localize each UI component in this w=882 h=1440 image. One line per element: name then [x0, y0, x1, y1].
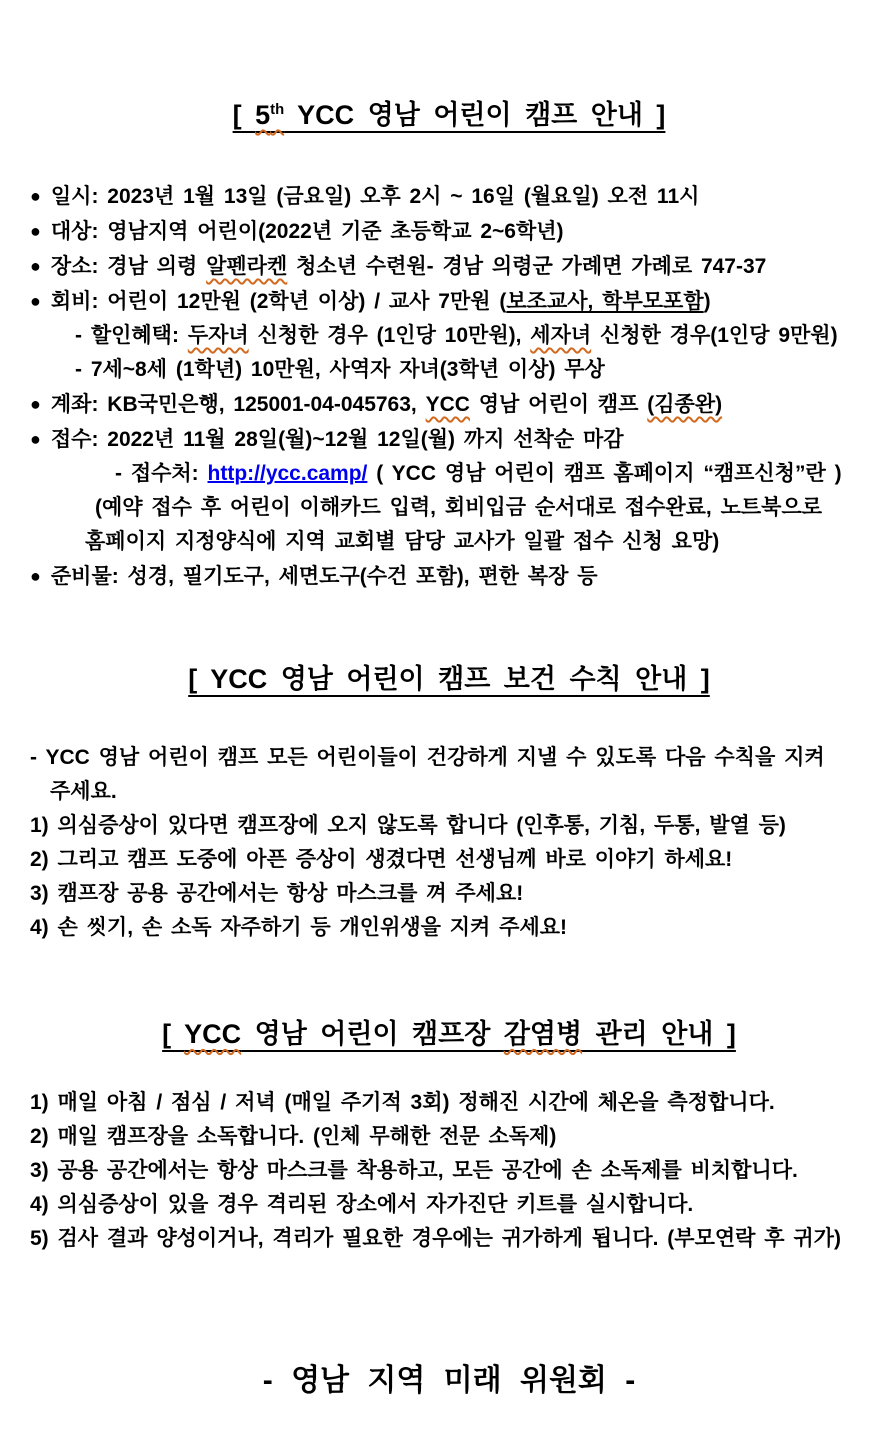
- committee-signature: - 영남 지역 미래 위원회 -: [262, 1364, 636, 1398]
- health-rule-4-text: 4) 손 씻기, 손 소독 자주하기 등 개인위생을 지켜 주세요!: [30, 916, 568, 940]
- register-office-text-a: - 접수처:: [115, 462, 208, 486]
- account-holder-name: (김종완): [647, 393, 723, 417]
- fee-exception-text: - 7세~8세 (1학년) 10만원, 사역자 자녀(3학년 이상) 무상: [75, 358, 605, 382]
- health-intro1-text: - YCC 영남 어린이 캠프 모든 어린이들이 건강하게 지낼 수 있도록 다음 수칙을 지켜: [30, 746, 825, 770]
- infection-rule-2-text: 2) 매일 캠프장을 소독합니다. (인체 무해한 전문 소독제): [30, 1125, 557, 1149]
- health-rule-2-text: 2) 그리고 캠프 도중에 아픈 증상이 생겼다면 선생님께 바로 이야기 하세요!: [30, 848, 733, 872]
- infection-rule-5: [30, 1222, 868, 1256]
- title-bracket-open: [: [232, 100, 256, 130]
- health-rule-1: [30, 809, 868, 843]
- health-rule-3: [30, 877, 868, 911]
- infection-rule-1-text: 1) 매일 아침 / 점심 / 저녁 (매일 주기적 3회) 정해진 시간에 체온을 측정합니다.: [30, 1091, 775, 1115]
- infection-rule-5-text: 5) 검사 결과 양성이거나, 격리가 필요한 경우에는 귀가하게 됩니다. (부모연락 후 귀가): [30, 1227, 841, 1251]
- health-rule-1-text: 1) 의심증상이 있다면 캠프장에 오지 않도록 합니다 (인후통, 기침, 두통, 발열 등): [30, 814, 786, 838]
- bullet-icon: ●: [30, 291, 41, 312]
- info-line-fee: [30, 284, 868, 319]
- account-text-a: 계좌: KB국민은행, 125001-04-045763,: [50, 393, 426, 417]
- bullet-icon: ●: [30, 186, 41, 207]
- title-ordinal-number: 5: [255, 100, 271, 130]
- bullet-icon: ●: [30, 429, 41, 450]
- infection-title-b: 영남 어린이 캠프장: [241, 1019, 504, 1050]
- info-line-target: [30, 214, 868, 249]
- title-ordinal-suffix: th: [270, 102, 285, 118]
- health-rules-title: [ YCC 영남 어린이 캠프 보건 수칙 안내 ]: [188, 664, 710, 695]
- infection-rule-4-text: 4) 의심증상이 있을 경우 격리된 장소에서 자가진단 키트를 실시합니다.: [30, 1193, 694, 1217]
- infection-rule-1: [30, 1086, 868, 1120]
- account-text-b: 영남 어린이 캠프: [469, 393, 648, 417]
- fee-text-b: ): [703, 290, 711, 314]
- infection-rule-3: [30, 1154, 868, 1188]
- place-venue-name: 알펜라켄: [206, 255, 288, 279]
- register-note2-text: 홈페이지 지정양식에 지역 교회별 담당 교사가 일괄 접수 신청 요망): [85, 530, 720, 554]
- infection-rule-3-text: 3) 공용 공간에서는 항상 마스크를 착용하고, 모든 공간에 손 소독제를 비치합니다.: [30, 1159, 798, 1183]
- infection-control-title: [30, 1015, 868, 1054]
- info-line-discount: [30, 319, 868, 353]
- info-line-date: [30, 179, 868, 214]
- camp-info-title: [30, 96, 868, 135]
- info-line-account: [30, 387, 868, 422]
- infection-title-ycc: YCC: [184, 1019, 242, 1050]
- info-line-register-office: [30, 457, 868, 491]
- bullet-icon: ●: [30, 221, 41, 242]
- health-rule-2: [30, 843, 868, 877]
- ycc-camp-link[interactable]: http://ycc.camp/: [207, 462, 368, 486]
- infection-rule-4: [30, 1188, 868, 1222]
- register-office-text-b: ( YCC 영남 어린이 캠프 홈페이지 “캠프신청”란 ): [367, 462, 842, 486]
- info-line-register-note2: [30, 525, 868, 559]
- place-text-b: 청소년 수련원- 경남 의령군 가례면 가례로 747-37: [287, 255, 767, 279]
- supplies-text: 준비물: 성경, 필기도구, 세면도구(수건 포함), 편한 복장 등: [50, 565, 598, 589]
- health-rule-3-text: 3) 캠프장 공용 공간에서는 항상 마스크를 껴 주세요!: [30, 882, 524, 906]
- account-ycc: YCC: [425, 393, 470, 417]
- fee-text-a: 회비: 어린이 12만원 (2학년 이상) / 교사 7만원 (: [50, 290, 507, 314]
- info-line-register: [30, 422, 868, 457]
- infection-title-disease-word: 감염병: [503, 1019, 583, 1050]
- health-intro-line1: [30, 741, 868, 775]
- discount-text-a: - 할인혜택:: [75, 324, 188, 348]
- register-note1-text: (예약 접수 후 어린이 이해카드 입력, 회비입금 순서대로 접수완료, 노트북으로: [95, 496, 823, 520]
- register-text: 접수: 2022년 11월 28일(월)~12월 12일(월) 까지 선착순 마감: [50, 428, 624, 452]
- title-text: YCC 영남 어린이 캠프 안내 ]: [284, 100, 666, 130]
- date-text: 일시: 2023년 1월 13일 (금요일) 오후 2시 ~ 16일 (월요일) 오전 11시: [50, 185, 700, 209]
- health-rule-4: [30, 911, 868, 945]
- place-text-a: 장소: 경남 의령: [50, 255, 207, 279]
- info-line-place: [30, 249, 868, 284]
- bullet-icon: ●: [30, 394, 41, 415]
- info-line-fee-exception: [30, 353, 868, 387]
- info-line-supplies: [30, 559, 868, 594]
- bullet-icon: ●: [30, 256, 41, 277]
- bullet-icon: ●: [30, 566, 41, 587]
- discount-text-b: 신청한 경우 (1인당 10만원),: [248, 324, 531, 348]
- infection-title-c: 관리 안내 ]: [582, 1019, 736, 1050]
- infection-title-a: [: [162, 1019, 185, 1050]
- discount-three-children: 세자녀: [530, 324, 592, 348]
- health-intro-line2: [30, 775, 868, 809]
- infection-rule-2: [30, 1120, 868, 1154]
- discount-two-children: 두자녀: [187, 324, 249, 348]
- target-text: 대상: 영남지역 어린이(2022년 기준 초등학교 2~6학년): [50, 220, 564, 244]
- fee-underlined-note: 보조교사, 학부모포함: [506, 290, 704, 314]
- discount-text-c: 신청한 경우(1인당 9만원): [591, 324, 838, 348]
- title-ordinal: [255, 100, 284, 130]
- info-line-register-note1: [30, 491, 868, 525]
- health-intro2-text: 주세요.: [50, 780, 117, 804]
